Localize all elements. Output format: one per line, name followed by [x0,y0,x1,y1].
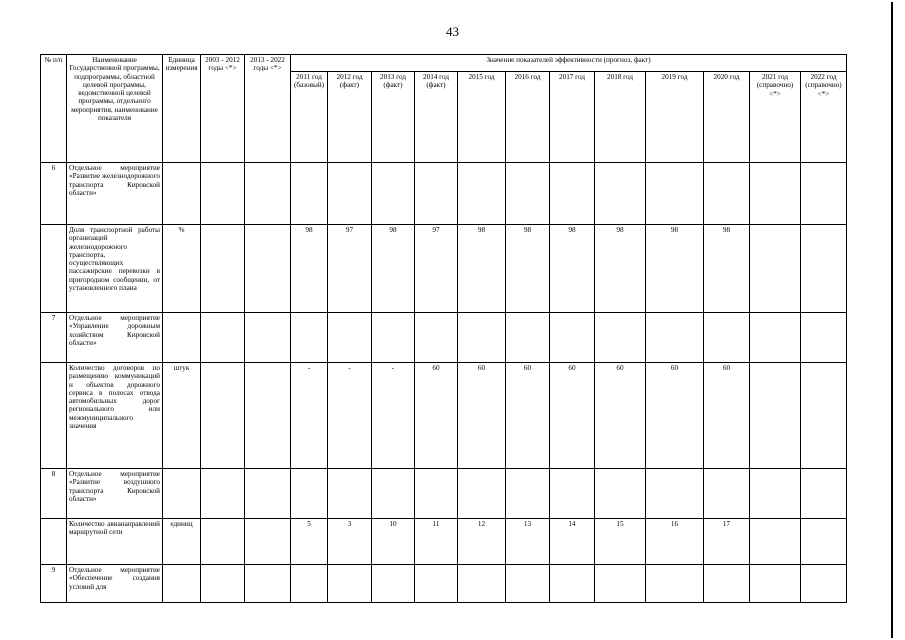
row-value-2003 [201,519,245,565]
row-value [750,363,801,469]
row-value-2013 [245,469,291,519]
row-value: 14 [550,519,595,565]
row-value-2003 [201,469,245,519]
row-unit: единиц [163,519,201,565]
row-unit [163,313,201,363]
row-value [801,519,847,565]
row-value [801,225,847,313]
row-number [41,225,67,313]
row-value [458,469,506,519]
row-value: 98 [704,225,750,313]
row-value [750,519,801,565]
row-value: 60 [506,363,550,469]
table-row [41,519,847,565]
header-year: 2020 год [704,72,750,163]
row-value [458,313,506,363]
row-value-2003 [201,313,245,363]
row-value [801,363,847,469]
row-value [750,225,801,313]
row-value [458,565,506,603]
row-value: - [328,363,372,469]
table-row [41,469,847,519]
row-value: 60 [415,363,458,469]
header-year: 2014 год (факт) [415,72,458,163]
row-value: 98 [595,225,646,313]
row-value [550,313,595,363]
header-year: 2012 год (факт) [328,72,372,163]
row-value [328,565,372,603]
row-value [750,469,801,519]
row-value [595,163,646,225]
row-value-2013 [245,565,291,603]
row-name: Отдельное мероприятие «Развитие железнодорожного транспорта Кировской области» [67,163,163,225]
row-value: - [372,363,415,469]
row-value [415,469,458,519]
page-number: 43 [446,24,459,39]
row-unit: % [163,225,201,313]
row-value: 97 [415,225,458,313]
header-group-title: Значение показателей эффективности (прогноз, факт) [291,55,847,72]
row-value [550,163,595,225]
row-value: 60 [458,363,506,469]
row-value [646,163,704,225]
row-value-2013 [245,163,291,225]
row-value [372,565,415,603]
header-2013: 2013 - 2022 годы <*> [245,55,291,163]
row-value: 98 [550,225,595,313]
table-row [41,363,847,469]
header-2003: 2003 - 2012 годы <*> [201,55,245,163]
header-year: 2017 год [550,72,595,163]
row-value [506,313,550,363]
row-number: 9 [41,565,67,603]
row-value [458,163,506,225]
row-value [550,565,595,603]
row-value: 60 [550,363,595,469]
indicators-table [40,54,847,603]
row-unit [163,469,201,519]
row-value [415,313,458,363]
row-value [801,163,847,225]
row-value [550,469,595,519]
row-value [372,313,415,363]
row-value [328,313,372,363]
row-value [372,469,415,519]
row-value: 97 [328,225,372,313]
header-year: 2013 год (факт) [372,72,415,163]
row-value [506,163,550,225]
row-value-2013 [245,519,291,565]
row-value: - [291,363,328,469]
row-value: 60 [704,363,750,469]
row-value: 17 [704,519,750,565]
header-year: 2015 год [458,72,506,163]
row-value: 15 [595,519,646,565]
row-value: 98 [458,225,506,313]
row-value-2003 [201,225,245,313]
row-value [291,565,328,603]
header-year: 2019 год [646,72,704,163]
row-value: 98 [372,225,415,313]
row-value-2013 [245,313,291,363]
row-unit [163,163,201,225]
row-value [291,469,328,519]
row-value-2003 [201,565,245,603]
header-year: 2018 год [595,72,646,163]
header-year: 2022 год (справочно) <*> [801,72,847,163]
row-unit: штук [163,363,201,469]
row-value: 3 [328,519,372,565]
row-value [291,313,328,363]
row-value [646,313,704,363]
row-value [801,565,847,603]
table-row [41,163,847,225]
header-name: Наименование Государственной программы, подпрограммы, областной целевой программы, ведомственной целевой программы, отдельного мероприятия, наименование показателя [67,55,163,163]
row-value [415,163,458,225]
row-value: 5 [291,519,328,565]
table-row [41,313,847,363]
row-value [801,469,847,519]
row-value: 10 [372,519,415,565]
row-name: Отдельное мероприятие «Управление дорожным хозяйством Кировской области» [67,313,163,363]
table-row [41,565,847,603]
row-value [646,469,704,519]
row-value [328,469,372,519]
row-name: Количество договоров по размещению коммуникаций и объектов дорожного сервиса в полосах отвода автомобильных дорог регионального или межмуниципального значения [67,363,163,469]
row-number [41,519,67,565]
row-value [801,313,847,363]
row-value [704,469,750,519]
header-year: 2011 год (базовый) [291,72,328,163]
margin-rule [891,2,893,638]
row-value [750,163,801,225]
row-number: 8 [41,469,67,519]
header-year: 2021 год (справочно) <*> [750,72,801,163]
row-value [506,469,550,519]
row-number: 7 [41,313,67,363]
header-no: № п/п [41,55,67,163]
row-value: 98 [646,225,704,313]
header-year: 2016 год [506,72,550,163]
row-value [595,313,646,363]
row-value [291,163,328,225]
row-value: 12 [458,519,506,565]
row-value [328,163,372,225]
row-value: 13 [506,519,550,565]
row-value: 60 [646,363,704,469]
row-name: Отдельное мероприятие «Обеспечение создания условий для [67,565,163,603]
row-value-2013 [245,363,291,469]
row-value: 98 [291,225,328,313]
row-value-2003 [201,363,245,469]
row-value: 60 [595,363,646,469]
row-name: Доля транспортной работы организаций железнодорожного транспорта, осуществляющих пассажирские перевозки в пригородном сообщении, от установленного плана [67,225,163,313]
table-row [41,225,847,313]
row-value [595,469,646,519]
header-row-1 [41,55,847,72]
row-number [41,363,67,469]
row-name: Количество авианаправлений маршрутной сети [67,519,163,565]
row-value: 16 [646,519,704,565]
row-unit [163,565,201,603]
row-name: Отдельное мероприятие «Развитие воздушного транспорта Кировской области» [67,469,163,519]
row-value [646,565,704,603]
row-value [415,565,458,603]
row-value [704,313,750,363]
row-value [506,565,550,603]
header-unit: Единица измерения [163,55,201,163]
row-value [704,163,750,225]
row-value [750,565,801,603]
row-value-2013 [245,225,291,313]
row-number: 6 [41,163,67,225]
row-value [372,163,415,225]
row-value [595,565,646,603]
row-value: 11 [415,519,458,565]
row-value: 98 [506,225,550,313]
row-value [704,565,750,603]
row-value-2003 [201,163,245,225]
row-value [750,313,801,363]
